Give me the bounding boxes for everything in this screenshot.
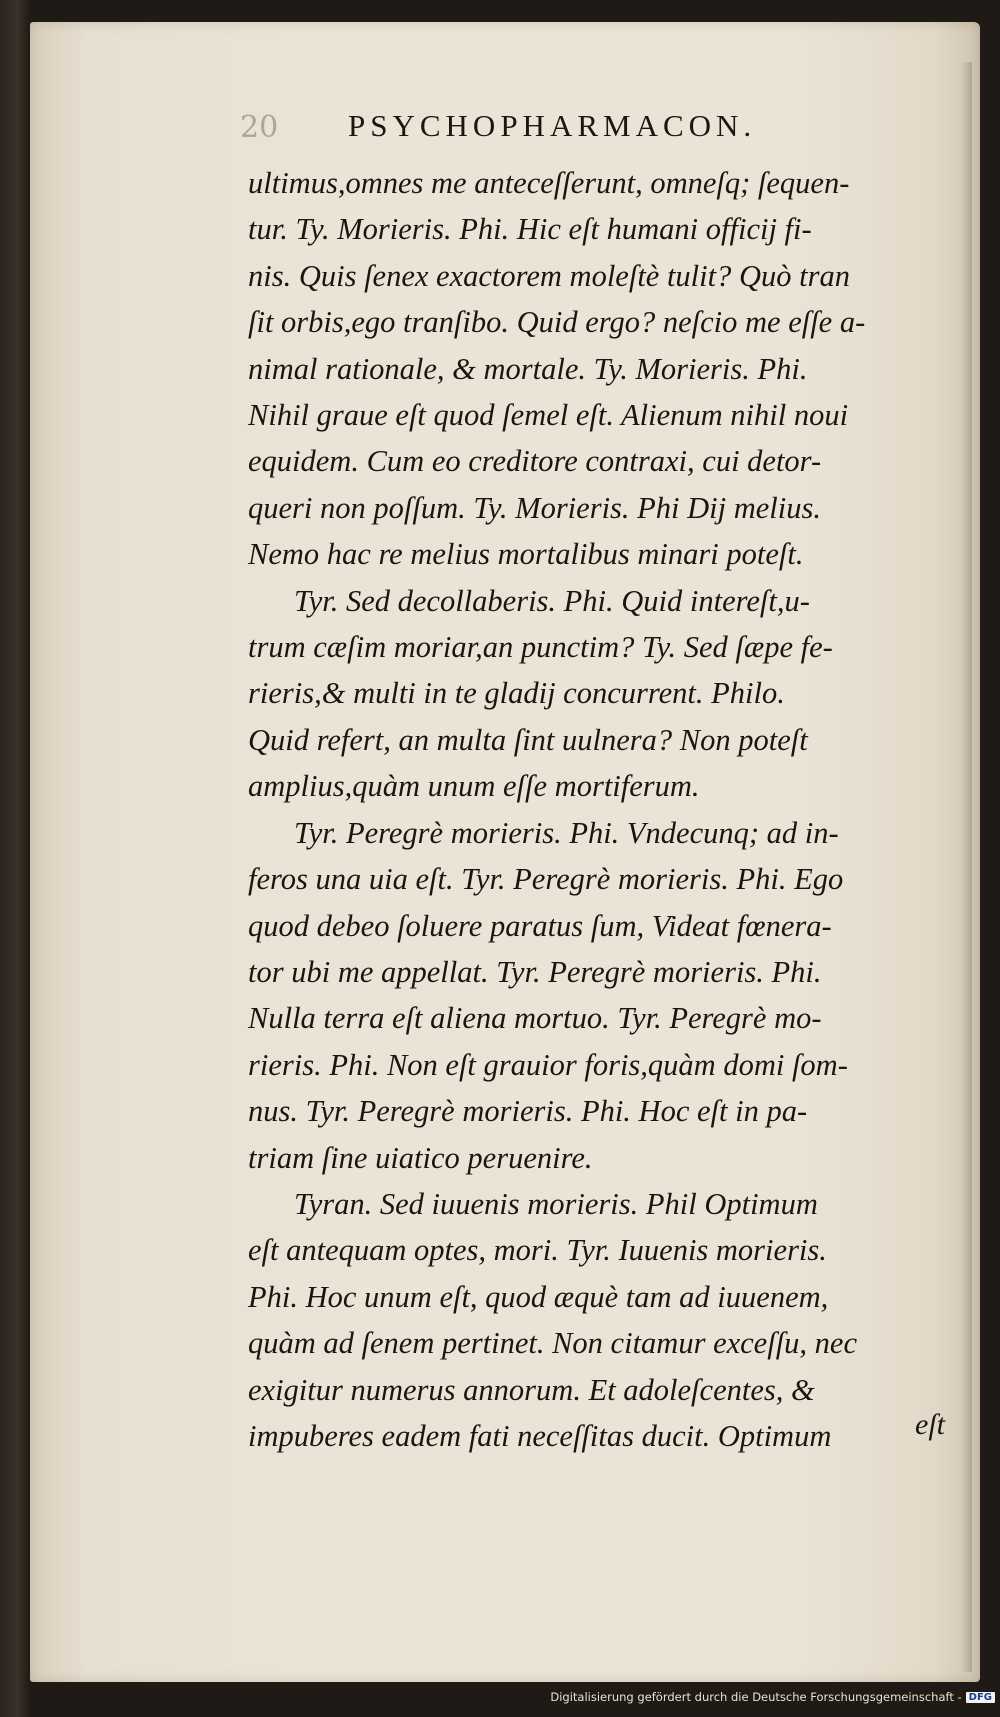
- text-line: queri non poſſum. Ty. Morieris. Phi Dij melius.: [248, 490, 821, 525]
- text-line: ſit orbis,ego tranſibo. Quid ergo? neſcio me eſſe a-: [248, 305, 866, 340]
- paragraph-start-line: Tyr. Peregrè morieris. Phi. Vndecunq; ad in-: [294, 815, 839, 850]
- text-line: rieris,& multi in te gladij concurrent. Philo.: [248, 676, 785, 711]
- text-line: rieris. Phi. Non eſt grauior foris,quàm domi ſom-: [248, 1047, 848, 1082]
- credit-text: Digitalisierung gefördert durch die Deutsche Forschungsgemeinschaft -: [550, 1690, 962, 1704]
- text-line: nimal rationale, & mortale. Ty. Morieris. Phi.: [248, 351, 808, 386]
- paragraph-start-line: Tyr. Sed decollaberis. Phi. Quid intereſt,u-: [294, 583, 810, 618]
- text-line: tur. Ty. Morieris. Phi. Hic eſt humani officij fi-: [248, 212, 812, 247]
- text-line: equidem. Cum eo creditore contraxi, cui detor-: [248, 444, 822, 479]
- text-line: exigitur numerus annorum. Et adoleſcentes, &: [248, 1372, 815, 1407]
- dfg-logo: DFG: [966, 1692, 995, 1703]
- text-line: quod debeo ſoluere paratus ſum, Videat fœnera-: [248, 908, 832, 943]
- text-line: Quid refert, an multa ſint uulnera? Non poteſt: [248, 722, 808, 757]
- text-line: Nihil graue eſt quod ſemel eſt. Alienum nihil noui: [248, 398, 849, 433]
- text-line: Nemo hac re melius mortalibus minari poteſt.: [248, 537, 804, 572]
- text-line: nis. Quis ſenex exactorem moleſtè tulit? Quò tran: [248, 258, 850, 293]
- text-line: eſt antequam optes, mori. Tyr. Iuuenis morieris.: [248, 1233, 827, 1268]
- body-text: [248, 160, 966, 1459]
- text-line: amplius,quàm unum eſſe mortiferum.: [248, 769, 700, 804]
- text-line: nus. Tyr. Peregrè morieris. Phi. Hoc eſt in pa-: [248, 1094, 808, 1129]
- text-line: triam ſine uiatico peruenire.: [248, 1140, 593, 1175]
- running-title: PSYCHOPHARMACON.: [348, 108, 757, 143]
- folio-number: 20: [240, 110, 279, 145]
- text-line: quàm ad ſenem pertinet. Non citamur exceſſu, nec: [248, 1326, 857, 1361]
- page-header: [240, 108, 940, 152]
- text-line: tor ubi me appellat. Tyr. Peregrè morieris. Phi.: [248, 954, 822, 989]
- text-line: ultimus,omnes me anteceſſerunt, omneſq; ſequen-: [248, 166, 850, 200]
- text-line: trum cæſim moriar,an punctim? Ty. Sed ſæpe fe-: [248, 630, 833, 665]
- text-line: Phi. Hoc unum eſt, quod æquè tam ad iuuenem,: [248, 1279, 829, 1314]
- text-line: Nulla terra eſt aliena mortuo. Tyr. Peregrè mo-: [248, 1001, 822, 1036]
- text-line: impuberes eadem fati neceſſitas ducit. Optimum: [248, 1418, 832, 1453]
- catchword: eſt: [915, 1408, 945, 1441]
- digitization-credit: [0, 1690, 995, 1712]
- text-line: feros una uia eſt. Tyr. Peregrè morieris. Phi. Ego: [248, 862, 844, 897]
- paragraph-start-line: Tyran. Sed iuuenis morieris. Phil Optimum: [294, 1186, 818, 1221]
